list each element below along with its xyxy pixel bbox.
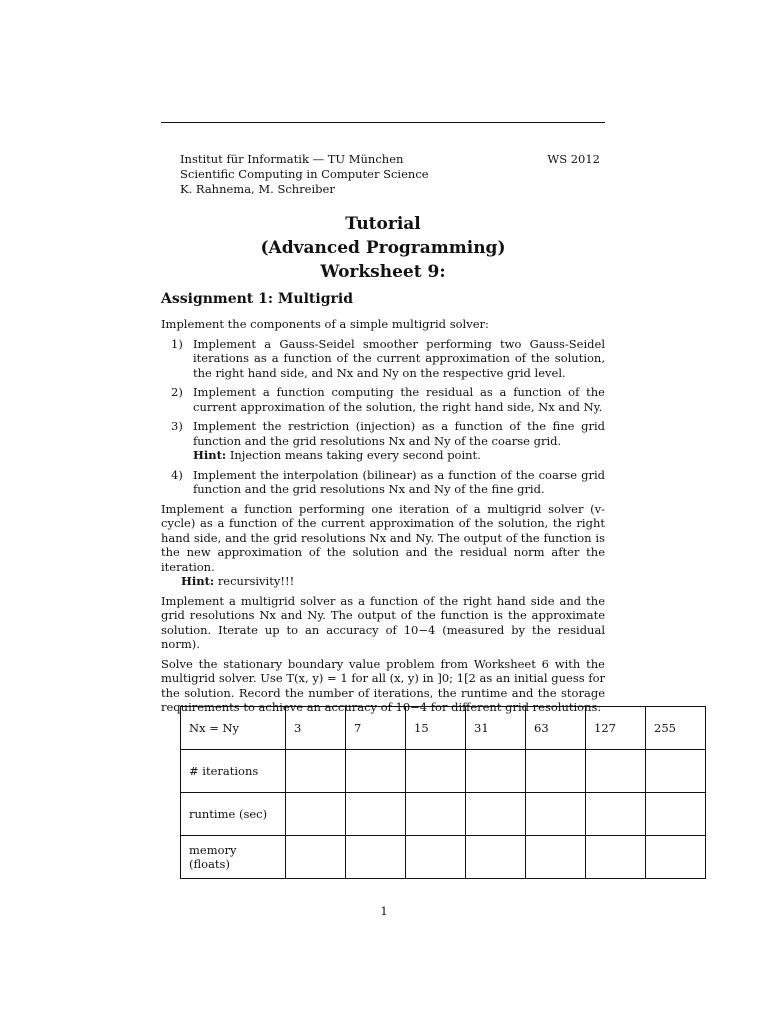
- paragraph-solver: Implement a multigrid solver as a function of the right hand side and the grid resolutions Nx and Ny. The output of the function is the approximate solution. Iterate up to an accuracy of 10−4 (measured by the residual norm).: [161, 593, 605, 651]
- item-number: 3): [171, 419, 183, 433]
- intro-text: Implement the components of a simple multigrid solver:: [161, 317, 489, 331]
- row-label: memory (floats): [181, 836, 286, 879]
- item-text: Implement the restriction (injection) as a function of the fine grid function and the grid resolutions Nx and Ny of the coarse grid.: [193, 419, 605, 448]
- title-line-2: (Advanced Programming): [260, 238, 506, 258]
- table-cell: [346, 793, 406, 836]
- column-header: 15: [406, 707, 466, 750]
- table-cell: [466, 836, 526, 879]
- column-header: 255: [646, 707, 706, 750]
- table-cell: [646, 750, 706, 793]
- row-label: runtime (sec): [181, 793, 286, 836]
- list-item: [171, 337, 605, 381]
- table-cell: [586, 750, 646, 793]
- hint-text: Injection means taking every second point.: [229, 448, 481, 462]
- table-row: [181, 750, 706, 793]
- hint-label: Hint:: [181, 574, 215, 588]
- table-cell: [406, 750, 466, 793]
- item-number: 1): [171, 336, 183, 351]
- results-table: [180, 706, 706, 879]
- table-cell: [286, 793, 346, 836]
- table-cell: [526, 750, 586, 793]
- assignment-heading: Assignment 1: Multigrid: [161, 291, 353, 307]
- assignment-body: [161, 317, 605, 720]
- table-cell: [586, 836, 646, 879]
- authors: K. Rahnema, M. Schreiber: [180, 182, 335, 196]
- page-number: 1: [380, 904, 388, 918]
- item-number: 2): [171, 385, 183, 399]
- paragraph-solve: Solve the stationary boundary value problem from Worksheet 6 with the multigrid solver. Use T(x, y) = 1 for all (x, y) in ]0; 1[2 as an initial guess for the solution. Record the number of iterations, the runtime and the storage requirements to achieve an accuracy of 10−4 for different grid resolutions:: [161, 656, 605, 714]
- column-header: 127: [586, 707, 646, 750]
- table-cell: [646, 836, 706, 879]
- column-header: 31: [466, 707, 526, 750]
- group-name: Scientific Computing in Computer Science: [180, 167, 429, 181]
- column-header: 3: [286, 707, 346, 750]
- top-rule: [161, 122, 605, 123]
- column-header: 63: [526, 707, 586, 750]
- institute-block: [180, 152, 429, 197]
- semester: WS 2012: [547, 152, 600, 166]
- paragraph-text: Implement a function performing one iteration of a multigrid solver (v-cycle) as a function of the current approximation of the solution, the right hand side, and the grid resolutions Nx and Ny. The output of the function is the new approximation of the solution and the residual norm after the iteration.: [161, 501, 605, 574]
- table-cell: [526, 793, 586, 836]
- item-text: Implement a Gauss-Seidel smoother performing two Gauss-Seidel iterations as a function of the current approximation of the solution, the right hand side, and Nx and Ny on the respective grid level.: [193, 336, 605, 380]
- table-row: [181, 836, 706, 879]
- table-cell: [286, 836, 346, 879]
- table-cell: [646, 793, 706, 836]
- title-line-1: Tutorial: [345, 214, 421, 234]
- item-number: 4): [171, 467, 183, 482]
- table-cell: [526, 836, 586, 879]
- list-item: [171, 385, 605, 414]
- hint-text: recursivity!!!: [217, 574, 295, 588]
- table-cell: [586, 793, 646, 836]
- item-text-block: [193, 419, 605, 463]
- table-cell: [466, 750, 526, 793]
- header-cell: Nx = Ny: [181, 707, 286, 750]
- table-cell: [346, 750, 406, 793]
- table-cell: [346, 836, 406, 879]
- institute-name: Institut für Informatik — TU München: [180, 152, 404, 166]
- list-item: [171, 419, 605, 463]
- table-header-row: [181, 707, 706, 750]
- list-item: [171, 468, 605, 497]
- table-cell: [406, 793, 466, 836]
- document-title: [161, 212, 605, 284]
- table-row: [181, 793, 706, 836]
- hint-label: Hint:: [193, 448, 227, 462]
- paragraph-vcycle: [161, 502, 605, 589]
- table-cell: [466, 793, 526, 836]
- table-cell: [406, 836, 466, 879]
- item-text: Implement a function computing the residual as a function of the current approximation of the solution, the right hand side, Nx and Ny.: [193, 385, 605, 414]
- column-header: 7: [346, 707, 406, 750]
- title-line-3: Worksheet 9:: [320, 262, 446, 282]
- table-cell: [286, 750, 346, 793]
- row-label: # iterations: [181, 750, 286, 793]
- item-text: Implement the interpolation (bilinear) as a function of the coarse grid function and the grid resolutions Nx and Ny of the fine grid.: [193, 467, 605, 496]
